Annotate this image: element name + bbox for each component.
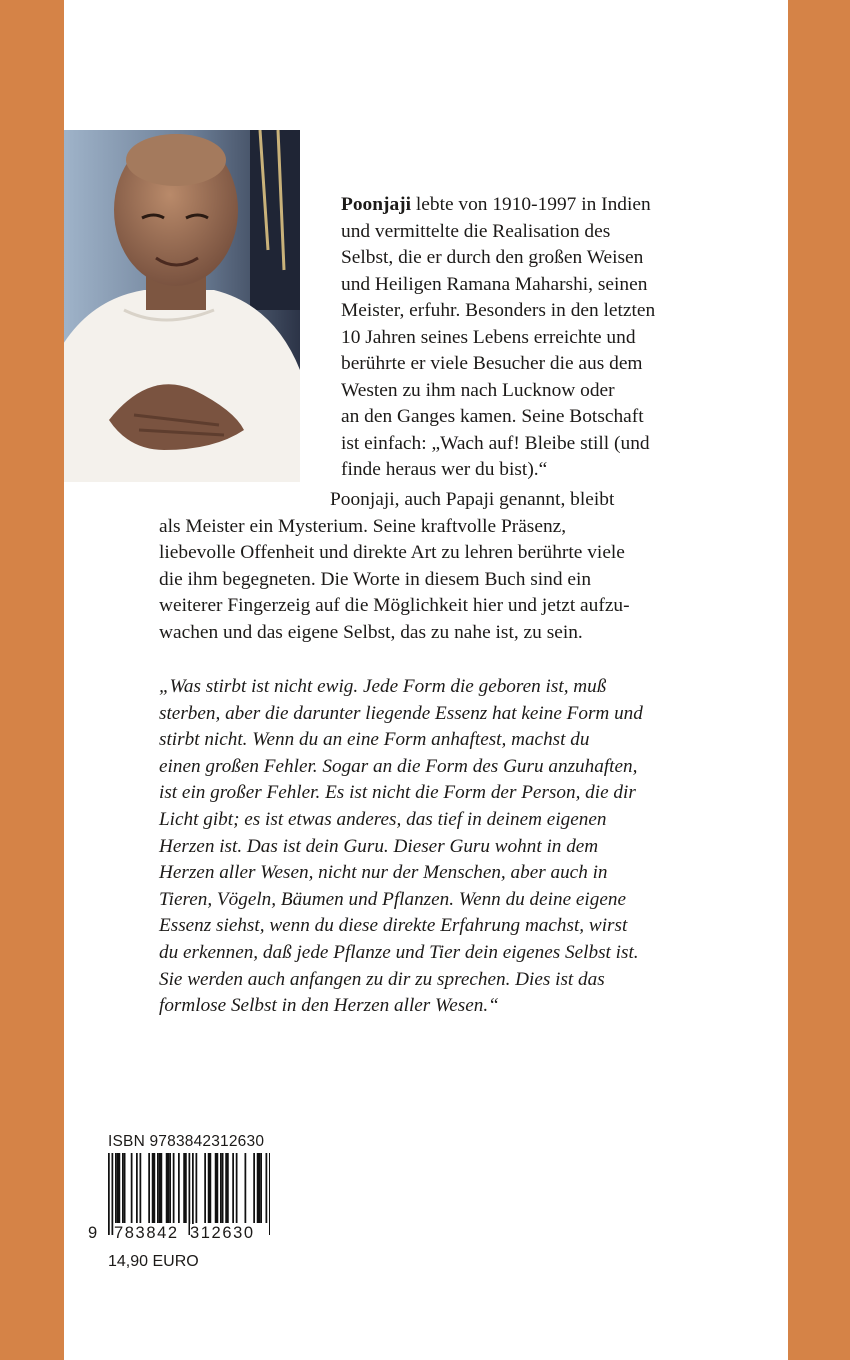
quote-line: einen großen Fehler. Sogar an die Form des Guru anzuhaften, [159, 755, 638, 777]
portrait-photo-icon [64, 130, 300, 482]
bio-line: ist einfach: „Wach auf! Bleibe still (und [341, 432, 650, 454]
barcode-bar [189, 1153, 191, 1235]
quote-block [159, 674, 759, 1020]
bio-line: Selbst, die er durch den großen Weisen [341, 247, 644, 268]
barcode-bar [204, 1153, 206, 1223]
barcode-bar [220, 1153, 222, 1223]
barcode-first-digit: 9 [88, 1224, 104, 1244]
barcode-bar [269, 1153, 270, 1235]
barcode-bar [169, 1153, 171, 1223]
bio-line: an den Ganges kamen. Seine Botschaft [341, 406, 644, 427]
barcode-bar [122, 1153, 124, 1223]
quote-line: stirbt nicht. Wenn du an eine Form anhaftest, machst du [159, 729, 590, 751]
bio-line: und Heiligen Ramana Maharshi, seinen [341, 273, 648, 295]
barcode-bar [154, 1153, 156, 1223]
author-name: Poonjaji [341, 194, 412, 215]
barcode-bar [217, 1153, 219, 1223]
quote-line: sterben, aber die darunter liegende Essenz hat keine Form und [159, 702, 643, 724]
author-bio-bottom [159, 487, 759, 646]
barcode-bar [168, 1153, 170, 1223]
barcode-bar [178, 1153, 180, 1223]
quote-line: Sie werden auch anfangen zu dir zu sprechen. Dies ist das [159, 968, 605, 990]
barcode-bar [192, 1153, 194, 1235]
quote-line: ist ein großer Fehler. Es ist nicht die Form der Person, die dir [159, 782, 636, 804]
barcode-bar [260, 1153, 262, 1223]
quote-line: du erkennen, daß jede Pflanze und Tier dein eigenes Selbst ist. [159, 941, 639, 963]
barcode-bar [259, 1153, 261, 1223]
barcode-bar [245, 1153, 247, 1223]
barcode-bar [227, 1153, 229, 1223]
barcode-bar [112, 1153, 114, 1235]
quote-line: formlose Selbst in den Herzen aller Wesen.“ [159, 995, 499, 1017]
bio-line: und vermittelte die Realisation des [341, 220, 611, 242]
quote-line: Herzen aller Wesen, nicht nur der Menschen, aber auch in [159, 862, 608, 884]
barcode-bar [183, 1153, 185, 1223]
right-cover-border [788, 0, 850, 1360]
barcode-bar [124, 1153, 126, 1223]
barcode-bar [210, 1153, 212, 1223]
barcode-bar [196, 1153, 198, 1223]
bio-line: weiterer Fingerzeig auf die Möglichkeit hier und jetzt aufzu- [159, 595, 630, 616]
barcode-bar [257, 1153, 259, 1223]
author-bio-top [341, 192, 751, 484]
barcode-bar [253, 1153, 255, 1223]
barcode-bar [236, 1153, 238, 1223]
barcode-bar [115, 1153, 117, 1223]
price: 14,90 EURO [108, 1253, 199, 1270]
barcode-bar [266, 1153, 268, 1223]
barcode-bar [140, 1153, 142, 1223]
barcode-bar [173, 1153, 175, 1223]
bio-line: finde heraus wer du bist).“ [341, 459, 548, 480]
barcode-bar [136, 1153, 138, 1223]
bio-line: Westen zu ihm nach Lucknow oder [341, 379, 615, 401]
left-cover-border [0, 0, 64, 1360]
quote-line: Essenz siehst, wenn du diese direkte Erfahrung machst, wirst [159, 915, 628, 937]
bio-line: 10 Jahren seines Lebens erreichte und [341, 326, 636, 348]
barcode-bar [131, 1153, 133, 1223]
bio-line: die ihm begegneten. Die Worte in diesem Buch sind ein [159, 568, 592, 590]
barcode-bar [225, 1153, 227, 1223]
barcode-right-digits: 312630 [190, 1224, 266, 1244]
barcode-left-digits: 783842 [114, 1224, 182, 1244]
author-photo [64, 130, 300, 482]
quote-line: Tieren, Vögeln, Bäumen und Pflanzen. Wenn du deine eigene [159, 888, 626, 910]
bio-line: wachen und das eigene Selbst, das zu nahe ist, zu sein. [159, 621, 583, 643]
barcode-bar [159, 1153, 161, 1223]
barcode-bar [152, 1153, 154, 1223]
bio-line: Poonjaji, auch Papaji genannt, bleibt [330, 489, 615, 510]
barcode-bar [215, 1153, 217, 1223]
bio-line-text: lebte von 1910-1997 in Indien [411, 194, 651, 215]
barcode-bar [157, 1153, 159, 1223]
quote-line: „Was stirbt ist nicht ewig. Jede Form die geboren ist, muß [159, 676, 607, 697]
barcode-bar [161, 1153, 163, 1223]
barcode-bar [208, 1153, 210, 1223]
barcode-bar [148, 1153, 150, 1223]
isbn-label: ISBN 9783842312630 [108, 1133, 265, 1150]
barcode-bar [222, 1153, 224, 1223]
bio-line: Meister, erfuhr. Besonders in den letzten [341, 300, 656, 321]
bio-line: als Meister ein Mysterium. Seine kraftvolle Präsenz, [159, 515, 567, 537]
quote-line: Herzen ist. Das ist dein Guru. Dieser Guru wohnt in dem [159, 835, 599, 857]
barcode-bar [232, 1153, 234, 1223]
bio-line: berührte er viele Besucher die aus dem [341, 353, 643, 374]
barcode-bar [119, 1153, 121, 1223]
bio-line: liebevolle Offenheit und direkte Art zu lehren berührte viele [159, 542, 625, 563]
bio-line [341, 192, 751, 219]
barcode-bar [117, 1153, 119, 1223]
quote-line: Licht gibt; es ist etwas anderes, das tief in deinem eigenen [159, 808, 607, 830]
barcode-bar [166, 1153, 168, 1223]
barcode-bar [108, 1153, 110, 1235]
barcode-bar [185, 1153, 187, 1223]
